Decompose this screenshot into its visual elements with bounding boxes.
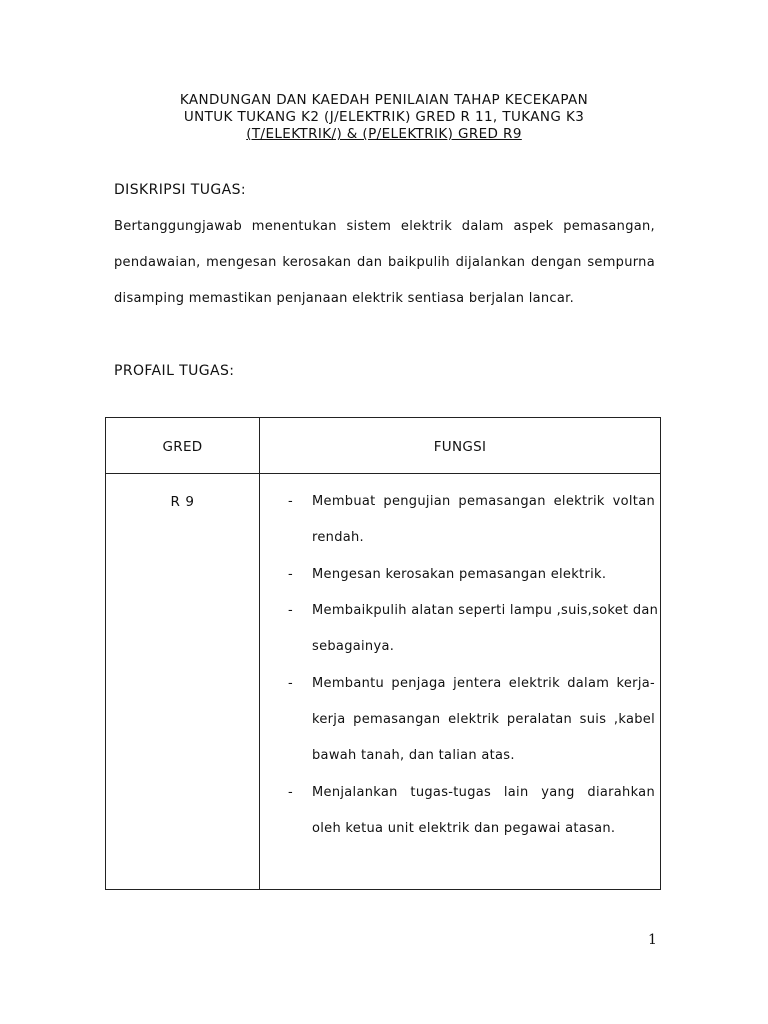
deskripsi-line: pendawaian, mengesan kerosakan dan baikpulih dijalankan dengan sempurna [114, 255, 655, 270]
title-line-1: KANDUNGAN DAN KAEDAH PENILAIAN TAHAP KECEKAPAN [179, 92, 589, 108]
fungsi-line: Membantu penjaga jentera elektrik dalam kerja- [312, 676, 655, 691]
fungsi-line: rendah. [312, 530, 364, 545]
fungsi-line: sebagainya. [312, 639, 395, 654]
fungsi-line: Mengesan kerosakan pemasangan elektrik. [312, 567, 607, 582]
fungsi-line: Membaikpulih alatan seperti lampu ,suis,soket dan [312, 603, 659, 618]
fungsi-line: bawah tanah, dan talian atas. [312, 748, 515, 763]
table-header-gred: GRED [162, 439, 203, 455]
table-cell-gred: R 9 [170, 494, 195, 510]
bullet-dash: - [288, 494, 293, 509]
deskripsi-line: Bertanggungjawab menentukan sistem elektrik dalam aspek pemasangan, [114, 219, 655, 234]
deskripsi-line: disamping memastikan penjanaan elektrik sentiasa berjalan lancar. [114, 291, 575, 306]
fungsi-line: kerja pemasangan elektrik peralatan suis ,kabel [312, 712, 655, 727]
fungsi-line: Membuat pengujian pemasangan elektrik voltan [312, 494, 655, 509]
bullet-dash: - [288, 567, 293, 582]
profail-heading: PROFAIL TUGAS: [114, 363, 235, 379]
table-column-divider [259, 418, 260, 889]
table-header-fungsi: FUNGSI [433, 439, 487, 455]
profail-table [105, 417, 661, 890]
document-title [0, 92, 768, 143]
title-line-2: UNTUK TUKANG K2 (J/ELEKTRIK) GRED R 11, TUKANG K3 [183, 109, 585, 125]
bullet-dash: - [288, 676, 293, 691]
title-line-3: (T/ELEKTRIK/) & (P/ELEKTRIK) GRED R9 [246, 126, 522, 142]
bullet-dash: - [288, 603, 293, 618]
deskripsi-heading: DISKRIPSI TUGAS: [114, 182, 246, 198]
fungsi-line: Menjalankan tugas-tugas lain yang diarahkan [312, 785, 655, 800]
table-header-divider [106, 473, 660, 474]
page-number: 1 [648, 932, 657, 948]
fungsi-line: oleh ketua unit elektrik dan pegawai atasan. [312, 821, 616, 836]
bullet-dash: - [288, 785, 293, 800]
